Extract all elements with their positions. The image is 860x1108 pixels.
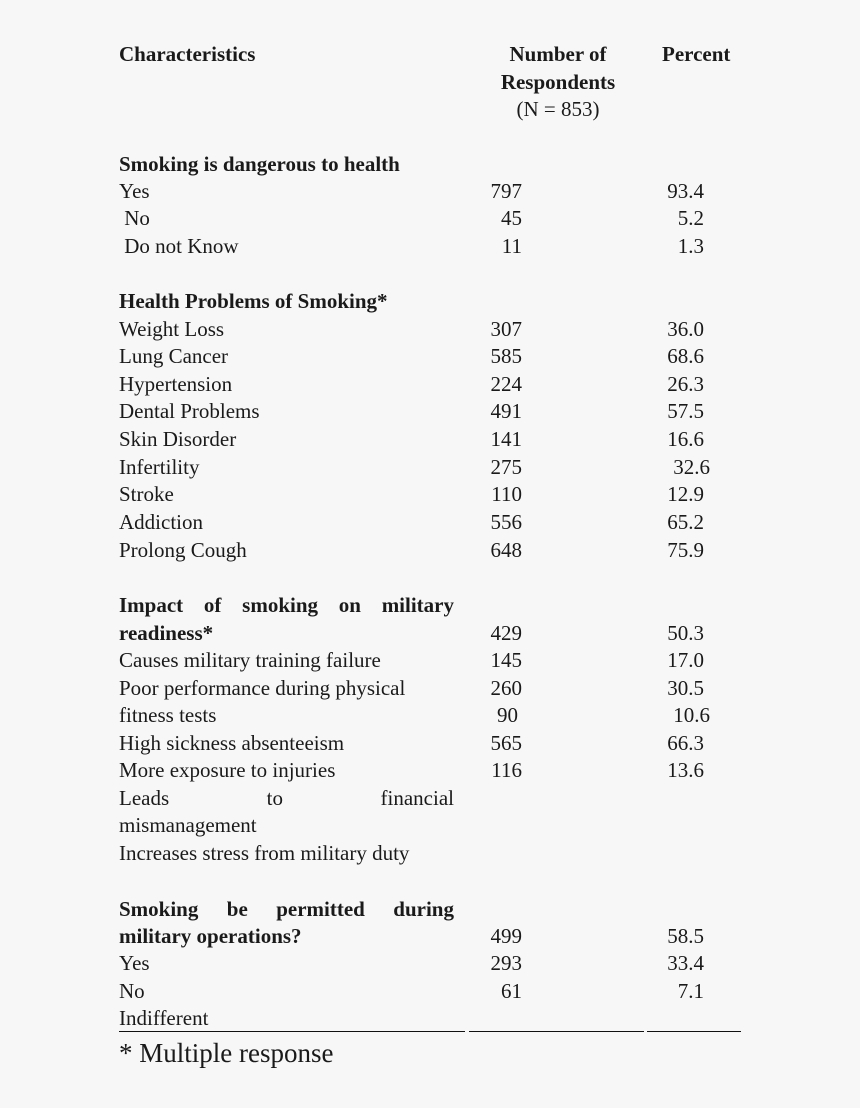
row-percent: 33.4 (667, 951, 704, 975)
row-count: 110 (491, 482, 522, 506)
header-number-line3: (N = 853) (516, 97, 600, 121)
section-title-line2: readiness* (119, 621, 214, 645)
bottom-rule (647, 1031, 741, 1032)
table-row (0, 342, 860, 370)
row-percent: 13.6 (667, 758, 704, 782)
row-label: Lung Cancer (119, 344, 229, 368)
section-title-row (0, 922, 860, 950)
row-label: No (119, 979, 145, 1003)
row-label: Stroke (119, 482, 174, 506)
row-label: Hypertension (119, 372, 233, 396)
row-count: 116 (491, 758, 522, 782)
table-row (0, 977, 860, 1005)
row-count: 491 (490, 399, 522, 423)
row-percent: 65.2 (667, 510, 704, 534)
section-title-line2: military operations? (119, 924, 302, 948)
table-row (0, 646, 860, 674)
row-percent: 57.5 (667, 399, 704, 423)
row-label: No (119, 206, 150, 230)
table-row (0, 453, 860, 481)
row-label: Increases stress from military duty (119, 841, 410, 865)
row-label: Weight Loss (119, 317, 225, 341)
row-percent: 68.6 (667, 344, 704, 368)
row-percent: 16.6 (667, 427, 704, 451)
section-count: 429 (490, 621, 522, 645)
row-count: 585 (490, 344, 522, 368)
table-row (0, 1004, 860, 1032)
table-row (0, 480, 860, 508)
row-percent: 30.5 (667, 676, 704, 700)
section-title: Smoking is dangerous to health (119, 152, 400, 176)
section-title: Health Problems of Smoking* (119, 289, 388, 313)
row-count: 260 (490, 676, 522, 700)
row-percent: 17.0 (667, 648, 704, 672)
row-label: Indifferent (119, 1006, 209, 1030)
header-percent: Percent (662, 42, 731, 66)
section-count: 499 (490, 924, 522, 948)
header-number-line1: Number of (509, 42, 607, 66)
section-title-line1: Smoking be permitted during (119, 897, 454, 921)
table-row (0, 397, 860, 425)
row-label: Skin Disorder (119, 427, 237, 451)
table-row (0, 232, 860, 260)
row-label: Leads to financial (119, 786, 454, 810)
row-label: Causes military training failure (119, 648, 381, 672)
row-percent: 26.3 (667, 372, 704, 396)
row-count: 145 (490, 648, 522, 672)
row-label: Prolong Cough (119, 538, 247, 562)
row-percent: 1.3 (677, 234, 704, 258)
row-label: High sickness absenteeism (119, 731, 345, 755)
row-count: 224 (490, 372, 522, 396)
row-percent: 75.9 (667, 538, 704, 562)
table-row (0, 756, 860, 784)
row-count: 45 (501, 206, 522, 230)
row-label: Do not Know (119, 234, 239, 258)
table-row (0, 508, 860, 536)
section-percent: 58.5 (667, 924, 704, 948)
table-row (0, 784, 860, 812)
row-count: 307 (490, 317, 522, 341)
row-label: fitness tests (119, 703, 217, 727)
row-percent: 12.9 (667, 482, 704, 506)
row-count: 61 (501, 979, 522, 1003)
table-row (0, 811, 860, 839)
row-label: Yes (119, 179, 150, 203)
row-count: 648 (490, 538, 522, 562)
row-count: 275 (490, 455, 522, 479)
table-row (0, 839, 860, 867)
row-percent: 10.6 (673, 703, 710, 727)
header-characteristics: Characteristics (119, 42, 256, 66)
bottom-rule (119, 1031, 465, 1032)
row-label: Addiction (119, 510, 203, 534)
section-title-row (0, 150, 860, 178)
header-number-line2: Respondents (500, 70, 616, 94)
row-count: 797 (490, 179, 522, 203)
row-percent: 7.1 (677, 979, 704, 1003)
table-row (0, 729, 860, 757)
row-count: 141 (490, 427, 522, 451)
table-row (0, 370, 860, 398)
row-label: Yes (119, 951, 150, 975)
row-percent: 66.3 (667, 731, 704, 755)
table-row (0, 204, 860, 232)
row-label: More exposure to injuries (119, 758, 336, 782)
table-row (0, 949, 860, 977)
section-title-row (0, 619, 860, 647)
section-title-row (0, 895, 860, 923)
section-title-row (0, 591, 860, 619)
section-title-row (0, 287, 860, 315)
row-percent: 32.6 (673, 455, 710, 479)
row-percent: 93.4 (667, 179, 704, 203)
row-label: Infertility (119, 455, 200, 479)
table-row (0, 177, 860, 205)
row-label: mismanagement (119, 813, 257, 837)
footnote: * Multiple response (119, 1038, 334, 1068)
row-count: 90 (497, 703, 518, 727)
bottom-rule (469, 1031, 644, 1032)
table-row (0, 701, 860, 729)
table-row (0, 425, 860, 453)
section-percent: 50.3 (667, 621, 704, 645)
section-title-line1: Impact of smoking on military (119, 593, 454, 617)
row-label: Dental Problems (119, 399, 260, 423)
table-row (0, 536, 860, 564)
row-count: 11 (501, 234, 522, 258)
row-count: 293 (490, 951, 522, 975)
row-percent: 36.0 (667, 317, 704, 341)
row-percent: 5.2 (677, 206, 704, 230)
row-label: Poor performance during physical (119, 676, 406, 700)
table-row (0, 674, 860, 702)
row-count: 565 (490, 731, 522, 755)
table-row (0, 315, 860, 343)
row-count: 556 (490, 510, 522, 534)
